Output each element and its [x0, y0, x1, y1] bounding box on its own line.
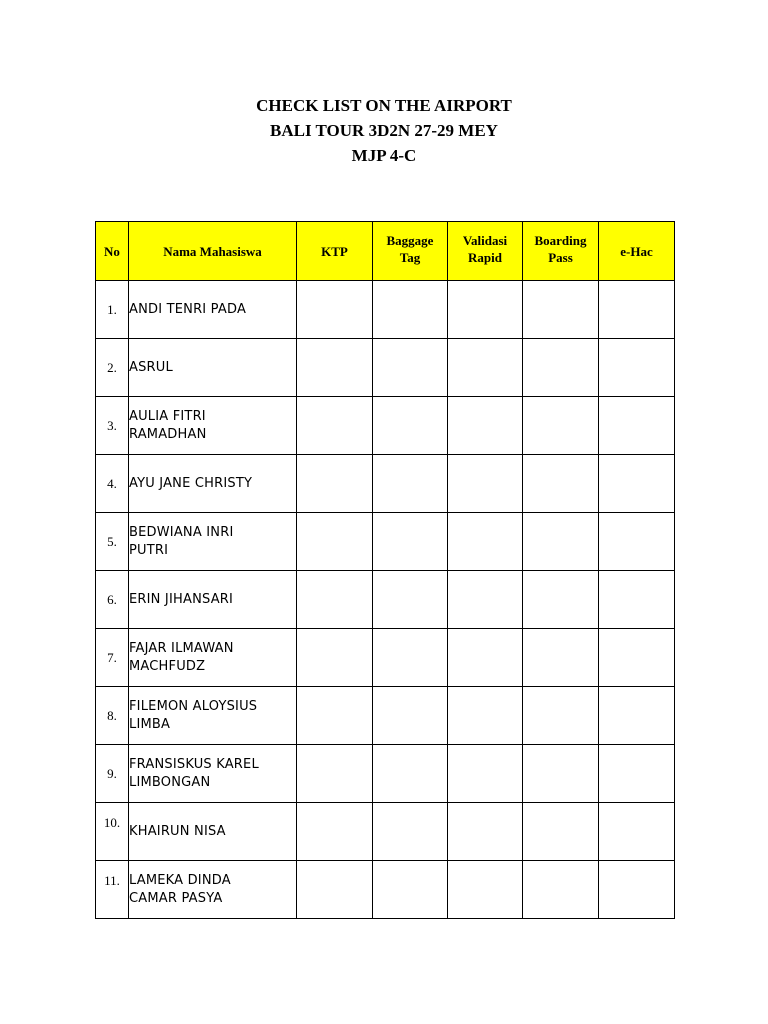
boarding-pass-cell[interactable]: [523, 571, 599, 629]
validasi-rapid-cell[interactable]: [448, 803, 523, 861]
student-name-line1: AYU JANE CHRISTY: [129, 475, 253, 491]
title-line-1: CHECK LIST ON THE AIRPORT: [256, 96, 512, 115]
validasi-rapid-cell[interactable]: [448, 861, 523, 919]
table-row: [96, 397, 675, 455]
row-number: 8.: [96, 687, 129, 745]
boarding-pass-cell[interactable]: [523, 513, 599, 571]
validasi-rapid-cell[interactable]: [448, 513, 523, 571]
ktp-cell[interactable]: [297, 339, 373, 397]
validasi-rapid-cell[interactable]: [448, 571, 523, 629]
row-number: 3.: [96, 397, 129, 455]
student-name-line1: ANDI TENRI PADA: [129, 301, 247, 317]
table-row: [96, 571, 675, 629]
table-row: [96, 803, 675, 861]
baggage-tag-cell[interactable]: [373, 745, 448, 803]
student-name-line1: KHAIRUN NISA: [129, 823, 226, 839]
ehac-cell[interactable]: [599, 513, 675, 571]
student-name-line2: PUTRI: [129, 542, 169, 558]
table-row: [96, 687, 675, 745]
col-header-baggage-line2: Tag: [399, 250, 421, 265]
header-row: [96, 222, 675, 281]
student-name-line1: AULIA FITRI: [129, 408, 206, 424]
ktp-cell[interactable]: [297, 687, 373, 745]
student-name-line1: BEDWIANA INRI: [129, 524, 234, 540]
ehac-cell[interactable]: [599, 455, 675, 513]
validasi-rapid-cell[interactable]: [448, 687, 523, 745]
table-row: [96, 745, 675, 803]
student-name: [129, 803, 297, 861]
ktp-cell[interactable]: [297, 455, 373, 513]
row-number: 10.: [96, 803, 129, 861]
student-name-line2: CAMAR PASYA: [129, 890, 223, 906]
table-row: [96, 339, 675, 397]
baggage-tag-cell[interactable]: [373, 803, 448, 861]
ktp-cell[interactable]: [297, 803, 373, 861]
student-name-line1: FILEMON ALOYSIUS: [129, 698, 258, 714]
student-name-line2: LIMBONGAN: [129, 774, 211, 790]
col-header-baggage-tag: [373, 222, 448, 281]
table-row: [96, 629, 675, 687]
validasi-rapid-cell[interactable]: [448, 745, 523, 803]
baggage-tag-cell[interactable]: [373, 397, 448, 455]
row-number: 1.: [96, 281, 129, 339]
ktp-cell[interactable]: [297, 745, 373, 803]
student-name: [129, 861, 297, 919]
table-row: [96, 281, 675, 339]
student-name: [129, 571, 297, 629]
validasi-rapid-cell[interactable]: [448, 455, 523, 513]
student-name: [129, 687, 297, 745]
ehac-cell[interactable]: [599, 397, 675, 455]
ktp-cell[interactable]: [297, 571, 373, 629]
boarding-pass-cell[interactable]: [523, 687, 599, 745]
ehac-cell[interactable]: [599, 745, 675, 803]
table-row: [96, 513, 675, 571]
row-number: 5.: [96, 513, 129, 571]
boarding-pass-cell[interactable]: [523, 745, 599, 803]
student-name-line2: LIMBA: [129, 716, 171, 732]
validasi-rapid-cell[interactable]: [448, 339, 523, 397]
row-number: 9.: [96, 745, 129, 803]
validasi-rapid-cell[interactable]: [448, 397, 523, 455]
boarding-pass-cell[interactable]: [523, 281, 599, 339]
boarding-pass-cell[interactable]: [523, 803, 599, 861]
ehac-cell[interactable]: [599, 281, 675, 339]
boarding-pass-cell[interactable]: [523, 397, 599, 455]
student-name-line2: RAMADHAN: [129, 426, 207, 442]
student-name: [129, 339, 297, 397]
student-name-line1: FAJAR ILMAWAN: [129, 640, 234, 656]
col-header-boarding-pass: [523, 222, 599, 281]
student-name: [129, 629, 297, 687]
baggage-tag-cell[interactable]: [373, 339, 448, 397]
student-name: [129, 745, 297, 803]
baggage-tag-cell[interactable]: [373, 455, 448, 513]
title-line-3: MJP 4-C: [351, 146, 417, 165]
baggage-tag-cell[interactable]: [373, 281, 448, 339]
ehac-cell[interactable]: [599, 571, 675, 629]
boarding-pass-cell[interactable]: [523, 861, 599, 919]
student-name-line1: ASRUL: [129, 359, 173, 375]
col-header-ehac: e-Hac: [599, 222, 675, 281]
student-name-line1: FRANSISKUS KAREL: [129, 756, 259, 772]
ktp-cell[interactable]: [297, 513, 373, 571]
ehac-cell[interactable]: [599, 687, 675, 745]
row-number: 11.: [96, 861, 129, 919]
row-number: 7.: [96, 629, 129, 687]
ktp-cell[interactable]: [297, 281, 373, 339]
student-name-line2: MACHFUDZ: [129, 658, 206, 674]
row-number: 6.: [96, 571, 129, 629]
baggage-tag-cell[interactable]: [373, 861, 448, 919]
student-name: [129, 455, 297, 513]
baggage-tag-cell[interactable]: [373, 571, 448, 629]
col-header-baggage-line1: Baggage: [386, 233, 434, 248]
ehac-cell[interactable]: [599, 629, 675, 687]
col-header-boarding-line1: Boarding: [534, 233, 587, 248]
col-header-validasi-line2: Rapid: [468, 250, 502, 265]
document-title: [0, 93, 768, 168]
ktp-cell[interactable]: [297, 629, 373, 687]
row-number: 2.: [96, 339, 129, 397]
student-name: [129, 513, 297, 571]
col-header-validasi-line1: Validasi: [462, 233, 508, 248]
ehac-cell[interactable]: [599, 803, 675, 861]
baggage-tag-cell[interactable]: [373, 687, 448, 745]
row-number: 4.: [96, 455, 129, 513]
baggage-tag-cell[interactable]: [373, 629, 448, 687]
col-header-boarding-line2: Pass: [548, 250, 573, 265]
validasi-rapid-cell[interactable]: [448, 281, 523, 339]
ehac-cell[interactable]: [599, 861, 675, 919]
boarding-pass-cell[interactable]: [523, 455, 599, 513]
student-name: [129, 281, 297, 339]
student-name-line1: ERIN JIHANSARI: [129, 591, 234, 607]
ktp-cell[interactable]: [297, 861, 373, 919]
col-header-validasi-rapid: [448, 222, 523, 281]
ktp-cell[interactable]: [297, 397, 373, 455]
title-line-2: BALI TOUR 3D2N 27-29 MEY: [270, 121, 498, 140]
boarding-pass-cell[interactable]: [523, 629, 599, 687]
validasi-rapid-cell[interactable]: [448, 629, 523, 687]
ehac-cell[interactable]: [599, 339, 675, 397]
boarding-pass-cell[interactable]: [523, 339, 599, 397]
baggage-tag-cell[interactable]: [373, 513, 448, 571]
student-name: [129, 397, 297, 455]
col-header-no: No: [96, 222, 129, 281]
table-row: [96, 455, 675, 513]
checklist-table: [95, 221, 675, 919]
table-row: [96, 861, 675, 919]
col-header-name: Nama Mahasiswa: [129, 222, 297, 281]
col-header-ktp: KTP: [297, 222, 373, 281]
student-name-line1: LAMEKA DINDA: [129, 872, 231, 888]
